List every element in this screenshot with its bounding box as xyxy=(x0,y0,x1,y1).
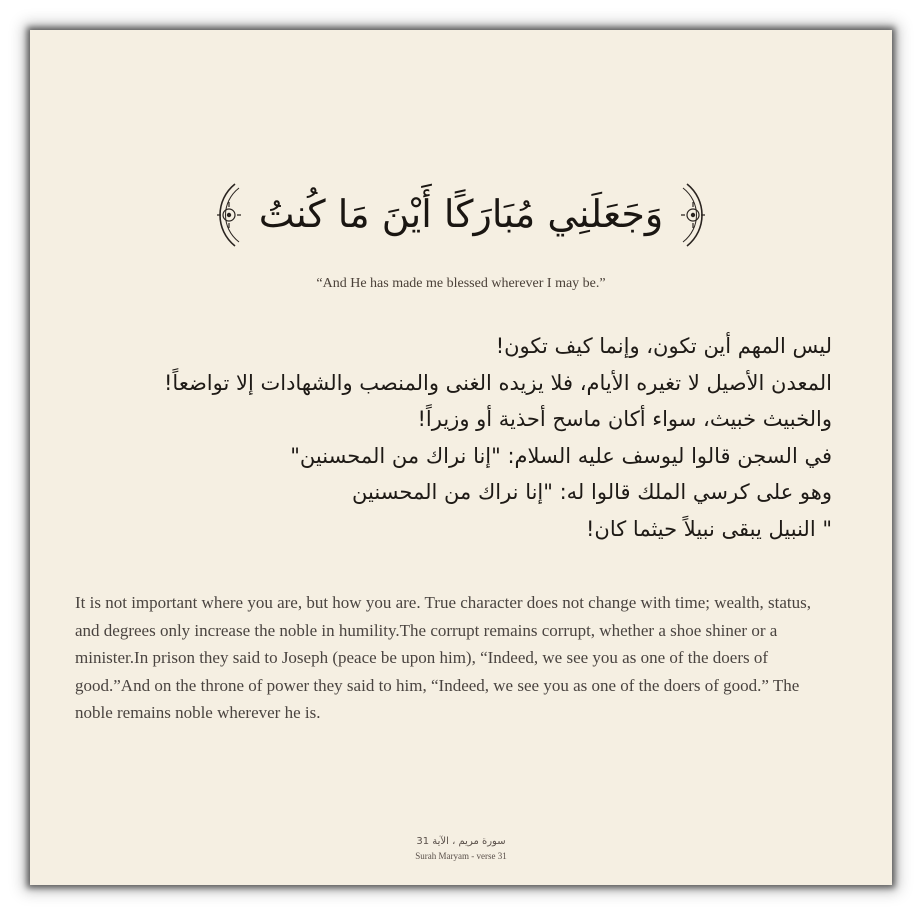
english-reflection: It is not important where you are, but how you are. True character does not change with time; wealth, status, and degrees only increase the noble in humility.The corrupt remains corrupt, whether a shoe shiner or a minister.In prison they said to Joseph (peace be upon him), “Indeed, we see you as one of the doers of good.”And on the throne of power they said to him, “Indeed, we see you as one of the doers of good.” The noble remains noble wherever he is. xyxy=(75,593,812,722)
arabic-reflection xyxy=(72,328,832,547)
floral-ornament-icon xyxy=(209,180,245,250)
verse-translation: “And He has made me blessed wherever I may be.” xyxy=(316,276,606,291)
arabic-line: وهو على كرسي الملك قالوا له: "إنا نراك من المحسنين xyxy=(352,480,832,504)
arabic-line: والخبيث خبيث، سواء أكان ماسح أحذية أو وزيراً! xyxy=(417,407,832,431)
arabic-line: ليس المهم أين تكون، وإنما كيف تكون! xyxy=(495,334,832,358)
verse-arabic: وَجَعَلَنِي مُبَارَكًا أَيْنَ مَا كُنتُ xyxy=(258,192,664,237)
arabic-line: في السجن قالوا ليوسف عليه السلام: "إنا نراك من المحسنين" xyxy=(290,443,832,468)
verse-header xyxy=(30,170,892,260)
reference-english: Surah Maryam - verse 31 xyxy=(415,851,507,861)
floral-ornament-icon xyxy=(677,180,713,250)
page-card xyxy=(30,30,892,885)
verse-reference xyxy=(30,835,892,863)
arabic-line: المعدن الأصيل لا تغيره الأيام، فلا يزيده الغنى والمنصب والشهادات إلا تواضعاً! xyxy=(164,370,832,395)
arabic-line: " النبيل يبقى نبيلاً حيثما كان! xyxy=(586,516,832,541)
reference-arabic: سورة مريم ، الآية 31 xyxy=(416,836,506,847)
